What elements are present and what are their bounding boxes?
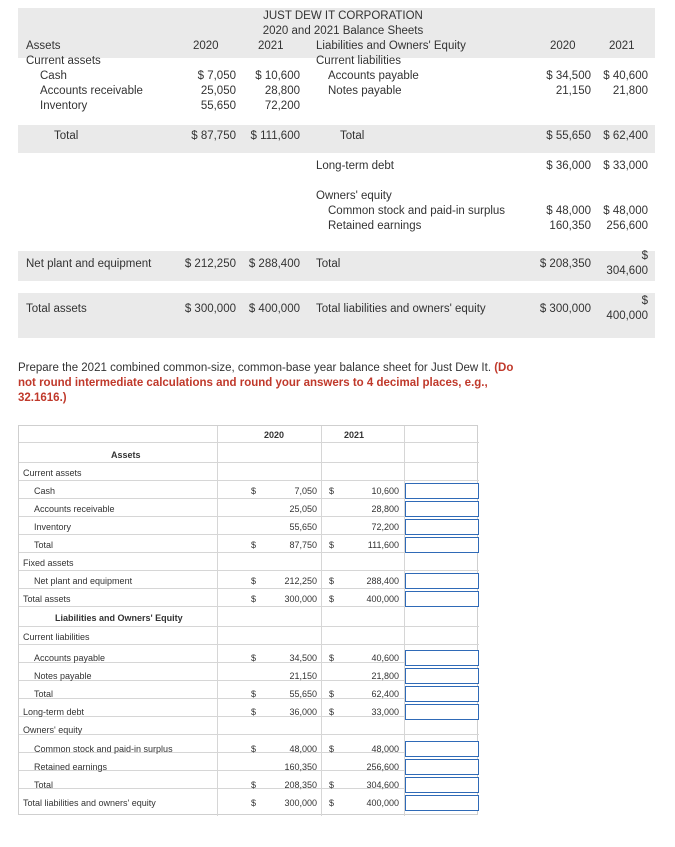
cash-2020-sym: $ — [251, 486, 257, 496]
total-cl-label: Total — [340, 130, 365, 142]
total-cl-2021-sym: $ — [329, 689, 335, 699]
re-2021: 256,600 — [366, 762, 399, 772]
tle-2020: $ 300,000 — [539, 303, 591, 315]
ltd-2020-sym: $ — [251, 707, 257, 717]
total-cl-2021: 62,400 — [371, 689, 399, 699]
re-label: Retained earnings — [328, 220, 422, 232]
ltd-2020: 36,000 — [289, 707, 317, 717]
np-2020: 21,150 — [555, 85, 591, 97]
total-ca-2021-sym: $ — [329, 540, 335, 550]
cs-2020-sym: $ — [251, 744, 257, 754]
tle-2021: 400,000 — [366, 798, 399, 808]
total-cl-2020: $ 55,650 — [546, 130, 591, 142]
ar-2020: 25,050 — [200, 85, 236, 97]
total-oe-label: Total — [316, 258, 341, 270]
question — [18, 361, 528, 406]
ap-label: Accounts payable — [34, 653, 106, 663]
assets-header: Assets — [111, 450, 141, 460]
col-2020-header: 2020 — [264, 430, 285, 440]
answer-table — [18, 425, 478, 815]
owners-equity-label: Owners' equity — [316, 190, 392, 202]
ta-2021: $ 400,000 — [248, 303, 300, 315]
balance-sheet — [18, 8, 655, 346]
ap-2020: 34,500 — [289, 653, 317, 663]
total-ca-label: Total — [54, 130, 79, 142]
cash-2021-sym: $ — [329, 486, 335, 496]
ap-2020: $ 34,500 — [546, 70, 591, 82]
total-cl-2021: $ 62,400 — [603, 130, 648, 142]
total-oe-2020: 208,350 — [284, 780, 317, 790]
npe-2020: $ 212,250 — [184, 258, 236, 270]
np-2021: 21,800 — [612, 85, 648, 97]
ltd-2020: $ 36,000 — [546, 160, 591, 172]
tle-2021: 400,000 — [606, 310, 648, 322]
total-oe-2021-sym: $ — [641, 250, 648, 262]
year-2021-header-right: 2021 — [609, 40, 635, 52]
ta-2020: $ 300,000 — [184, 303, 236, 315]
ltd-2021: $ 33,000 — [603, 160, 648, 172]
re-2021: 256,600 — [606, 220, 648, 232]
cs-2020: $ 48,000 — [546, 205, 591, 217]
year-2020-header: 2020 — [193, 40, 219, 52]
npe-label: Net plant and equipment — [34, 576, 133, 586]
ar-label: Accounts receivable — [34, 504, 115, 514]
tle-2021-sym: $ — [641, 295, 648, 307]
ta-answer-input[interactable] — [405, 591, 479, 607]
ap-2021-sym: $ — [329, 653, 335, 663]
total-oe-2020-sym: $ — [251, 780, 257, 790]
year-2021-header: 2021 — [258, 40, 284, 52]
current-assets-label: Current assets — [23, 468, 82, 478]
ta-label: Total assets — [26, 303, 87, 315]
cash-label: Cash — [40, 70, 67, 82]
total-cl-label: Total — [34, 689, 54, 699]
ap-2021: 40,600 — [371, 653, 399, 663]
total-ca-2020: $ 87,750 — [191, 130, 236, 142]
ar-label: Accounts receivable — [40, 85, 143, 97]
cash-2021: 10,600 — [371, 486, 399, 496]
np-label: Notes payable — [34, 671, 92, 681]
total-oe-2021-sym: $ — [329, 780, 335, 790]
ap-2020-sym: $ — [251, 653, 257, 663]
liab-equity-header: Liabilities and Owners' Equity — [55, 613, 183, 623]
total-oe-answer-input[interactable] — [405, 777, 479, 793]
tle-2020-sym: $ — [251, 798, 257, 808]
ar-2021: 28,800 — [264, 85, 300, 97]
total-ca-label: Total — [34, 540, 54, 550]
inv-2020: 55,650 — [289, 522, 317, 532]
question-instruction: (Do not round intermediate calculations and round your answers to 4 decimal places, e.g., 32.1616.) — [18, 362, 514, 404]
total-ca-answer-input[interactable] — [405, 537, 479, 553]
ta-2021-sym: $ — [329, 594, 335, 604]
year-2020-header-right: 2020 — [550, 40, 576, 52]
liabilities-header: Liabilities and Owners' Equity — [316, 40, 466, 52]
npe-2020: 212,250 — [284, 576, 317, 586]
ltd-2021: 33,000 — [371, 707, 399, 717]
ap-2021: $ 40,600 — [603, 70, 648, 82]
ta-2020-sym: $ — [251, 594, 257, 604]
total-assets-band — [18, 293, 655, 338]
total-cl-2020-sym: $ — [251, 689, 257, 699]
cs-2021: $ 48,000 — [603, 205, 648, 217]
col-2021-header: 2021 — [344, 430, 365, 440]
np-2020: 21,150 — [289, 671, 317, 681]
inv-answer-input[interactable] — [405, 519, 479, 535]
inv-label: Inventory — [40, 100, 88, 112]
ar-2021: 28,800 — [371, 504, 399, 514]
cash-2020: $ 7,050 — [197, 70, 236, 82]
cash-label: Cash — [34, 486, 56, 496]
np-2021: 21,800 — [371, 671, 399, 681]
inv-2021: 72,200 — [264, 100, 300, 112]
total-ca-2020-sym: $ — [251, 540, 257, 550]
current-liabilities-label: Current liabilities — [316, 55, 402, 67]
inv-label: Inventory — [34, 522, 72, 532]
cash-2020: 7,050 — [294, 486, 317, 496]
inv-2020: 55,650 — [200, 100, 236, 112]
current-liabilities-label: Current liabilities — [23, 632, 90, 642]
cs-2021-sym: $ — [329, 744, 335, 754]
re-2020: 160,350 — [284, 762, 317, 772]
ltd-label: Long-term debt — [316, 160, 394, 172]
ta-2020: 300,000 — [284, 594, 317, 604]
statement-subtitle: 2020 and 2021 Balance Sheets — [262, 25, 424, 37]
total-oe-2021: 304,600 — [606, 265, 648, 277]
question-text: Prepare the 2021 combined common-size, common-base year balance sheet for Just Dew It. — [18, 362, 492, 374]
total-ca-2021: $ 111,600 — [250, 130, 300, 142]
ar-2020: 25,050 — [289, 504, 317, 514]
ta-label: Total assets — [23, 594, 71, 604]
cash-2021: $ 10,600 — [255, 70, 300, 82]
tle-answer-input[interactable] — [405, 795, 479, 811]
total-oe-2020: $ 208,350 — [539, 258, 591, 270]
npe-answer-input[interactable] — [405, 573, 479, 589]
npe-2020-sym: $ — [251, 576, 257, 586]
assets-header: Assets — [26, 40, 61, 52]
current-assets-label: Current assets — [26, 55, 101, 67]
npe-2021-sym: $ — [329, 576, 335, 586]
total-oe-2021: 304,600 — [366, 780, 399, 790]
company-title: JUST DEW IT CORPORATION — [263, 10, 423, 22]
fixed-assets-label: Fixed assets — [23, 558, 74, 568]
re-label: Retained earnings — [34, 762, 108, 772]
ltd-label: Long-term debt — [23, 707, 85, 717]
cs-2021: 48,000 — [371, 744, 399, 754]
cs-label: Common stock and paid-in surplus — [34, 744, 173, 754]
total-oe-label: Total — [34, 780, 54, 790]
tle-2020: 300,000 — [284, 798, 317, 808]
total-ca-2021: 111,600 — [367, 540, 399, 550]
np-label: Notes payable — [328, 85, 402, 97]
npe-2021: $ 288,400 — [248, 258, 300, 270]
tle-2021-sym: $ — [329, 798, 335, 808]
re-2020: 160,350 — [549, 220, 591, 232]
inv-2021: 72,200 — [371, 522, 399, 532]
total-ca-2020: 87,750 — [289, 540, 317, 550]
tle-label: Total liabilities and owners' equity — [23, 798, 156, 808]
ar-answer-input[interactable] — [405, 501, 479, 517]
cs-label: Common stock and paid-in surplus — [328, 205, 506, 217]
cash-answer-input[interactable] — [405, 483, 479, 499]
cs-2020: 48,000 — [289, 744, 317, 754]
ta-2021: 400,000 — [366, 594, 399, 604]
ap-label: Accounts payable — [328, 70, 419, 82]
ltd-2021-sym: $ — [329, 707, 335, 717]
npe-2021: 288,400 — [366, 576, 399, 586]
npe-label: Net plant and equipment — [26, 258, 152, 270]
tle-label: Total liabilities and owners' equity — [316, 303, 486, 315]
total-cl-2020: 55,650 — [289, 689, 317, 699]
owners-equity-label: Owners' equity — [23, 725, 83, 735]
